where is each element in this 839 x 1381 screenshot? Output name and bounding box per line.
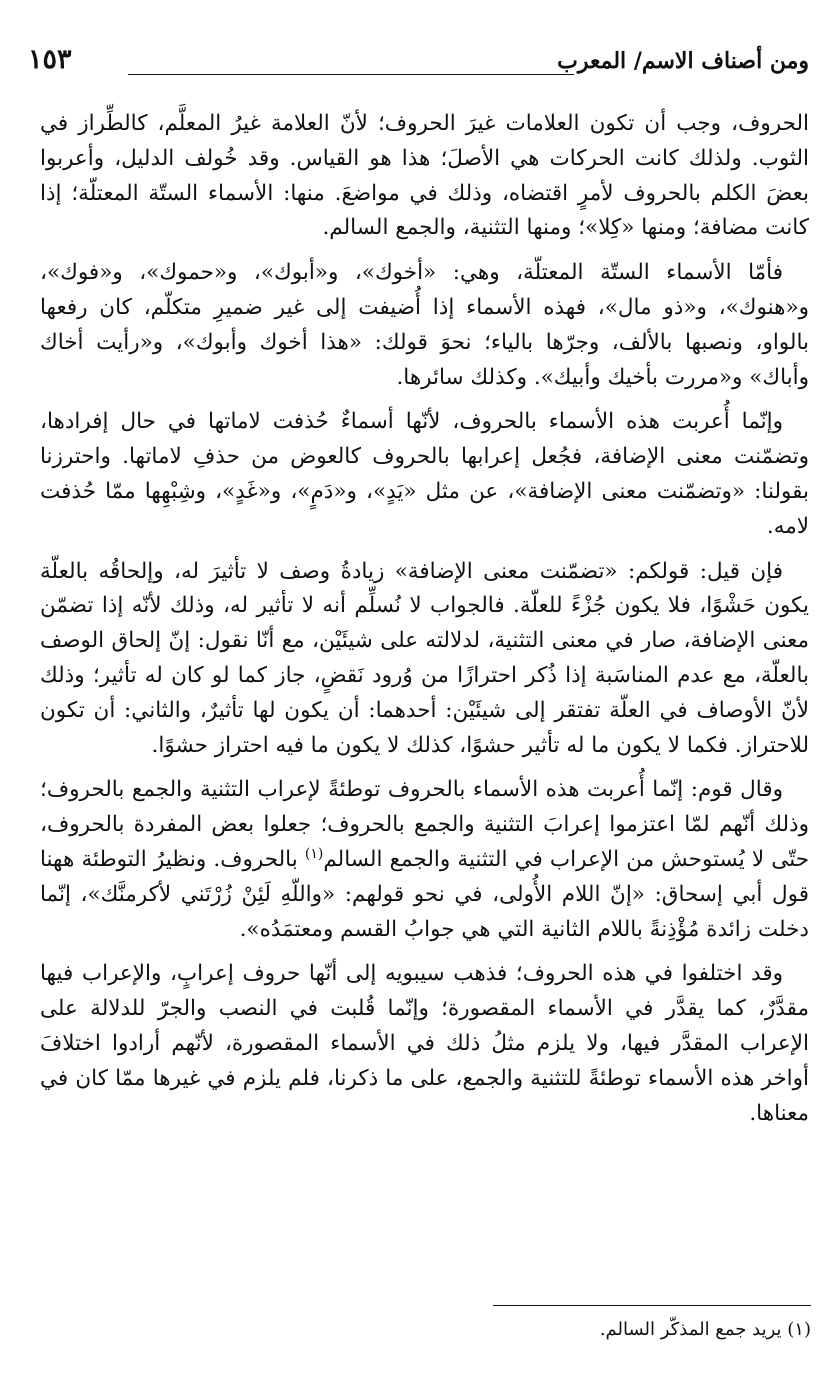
paragraph-3: وإنّما أُعربت هذه الأسماء بالحروف، لأنّها أسماءٌ حُذفت لاماتها في حال إفرادها، وتضمّنت معنى الإضافة، فجُعل إعرابها بالحروف كالعوض من حذفِ لاماتها. واحترزنا بقولنا: «وتضمّنت معنى الإضافة»، عن مثل «يَدٍ»، و«دَمٍ»، و«غَدٍ»، وشِبْهِها ممّا حُذفت لامه. [40, 409, 809, 539]
paragraph-4: فإن قيل: قولكم: «تضمّنت معنى الإضافة» زيادةُ وصف لا تأثيرَ له، وإلحاقُه بالعلّة يكون حَشْوًا، فلا يكون جُزْءً للعلّة. فالجواب لا نُسلِّم أنه لا تأثير له، وذلك لأنّه إذا تضمّن معنى الإضافة، صار في معنى التثنية، لدلالته على شيئَيْن، مع أنّا نقول: إنّ إلحاق الوصف بالعلّة، مع عدم المناسَبة إذا ذُكر احترازًا من وُرود نَقضٍ، جاز كما لو كان له تأثير؛ وذلك لأنّ الأوصاف في العلّة تفتقر إلى شيئَيْن: أحدهما: أن يكون لها تأثيرٌ، والثاني: أن تكون للاحتراز. فكما لا يكون ما له تأثير حشوًا، كذلك لا يكون ما فيه احتراز حشوًا. [40, 558, 809, 758]
paragraph-5 [40, 773, 809, 947]
footnote-marker: (١) [304, 845, 324, 862]
paragraph-1: الحروف، وجب أن تكون العلامات غيرَ الحروف؛ لأنّ العلامة غيرُ المعلَّم، كالطِّراز في الثوب. ولذلك كانت الحركات هي الأصلَ؛ هذا هو القياس. وقد خُولف الدليل، وأعربوا بعضَ الكلم بالحروف لأمرٍ اقتضاه، وذلك في مواضعَ. منها: الأسماء الستّة المعتلّة؛ إذا كانت مضافة؛ ومنها «كِلا»؛ ومنها التثنية، والجمع السالم. [40, 111, 809, 241]
paragraph-5-tail: بالحروف. ونظيرُ التوطئة ههنا قول أبي إسحاق: «إنّ اللام الأُولى، في نحو قولهم: «واللّهِ لَئِنْ زُرْتَني لأكرمنَّك»، إنّما دخلت زائدة مُؤْذِنةً باللام الثانية التي هي جوابُ القسم ومعتمَدُه». [40, 846, 809, 942]
paragraph-2: فأمّا الأسماء الستّة المعتلّة، وهي: «أخوك»، و«أبوك»، و«حموك»، و«فوك»، و«هنوك»، و«ذو مال»، فهذه الأسماء إذا أُضيفت إلى غير ضميرِ متكلّم، كان رفعها بالواو، ونصبها بالألف، وجرّها بالياء؛ نحوَ قولك: «هذا أخوك وأبوك»، و«رأيت أخاك وأباك» و«مررت بأخيك وأبيك». وكذلك سائرها. [40, 260, 809, 390]
footnote-rule [493, 1305, 811, 1306]
header-rule [128, 74, 574, 75]
page-number: ١٥٣ [28, 44, 72, 75]
body-text [40, 107, 809, 1141]
page-header [28, 40, 809, 80]
paragraph-5-text: وقال قوم: إنّما أُعربت هذه الأسماء بالحروف توطئةً لإعراب التثنية والجمع بالحروف؛ وذلك أنّهم لمّا اعتزموا إعرابَ التثنية والجمع بالحروف؛ جعلوا بعض المفردة بالحروف، حتّى لا يُستوحش من الإعراب في التثنية والجمع السالم [40, 777, 809, 872]
paragraph-6: وقد اختلفوا في هذه الحروف؛ فذهب سيبويه إلى أنّها حروف إعرابٍ، والإعراب فيها مقدَّرٌ، كما يقدَّر في الأسماء المقصورة؛ وإنّما قُلبت في النصب والجرّ للدلالة على الإعراب المقدَّر فيها، ولا يلزم مثلُ ذلك في الأسماء المقصورة، لأنّهم أرادوا اختلافَ أواخر هذه الأسماء توطئةً للتثنية والجمع، على ما ذكرنا، فلم يلزم في غيرها ممّا كان في معناها. [40, 961, 809, 1126]
footnote: (١) يريد جمع المذكّر السالم. [599, 1319, 811, 1340]
running-title: ومن أصناف الاسم/ المعرب [557, 48, 809, 74]
